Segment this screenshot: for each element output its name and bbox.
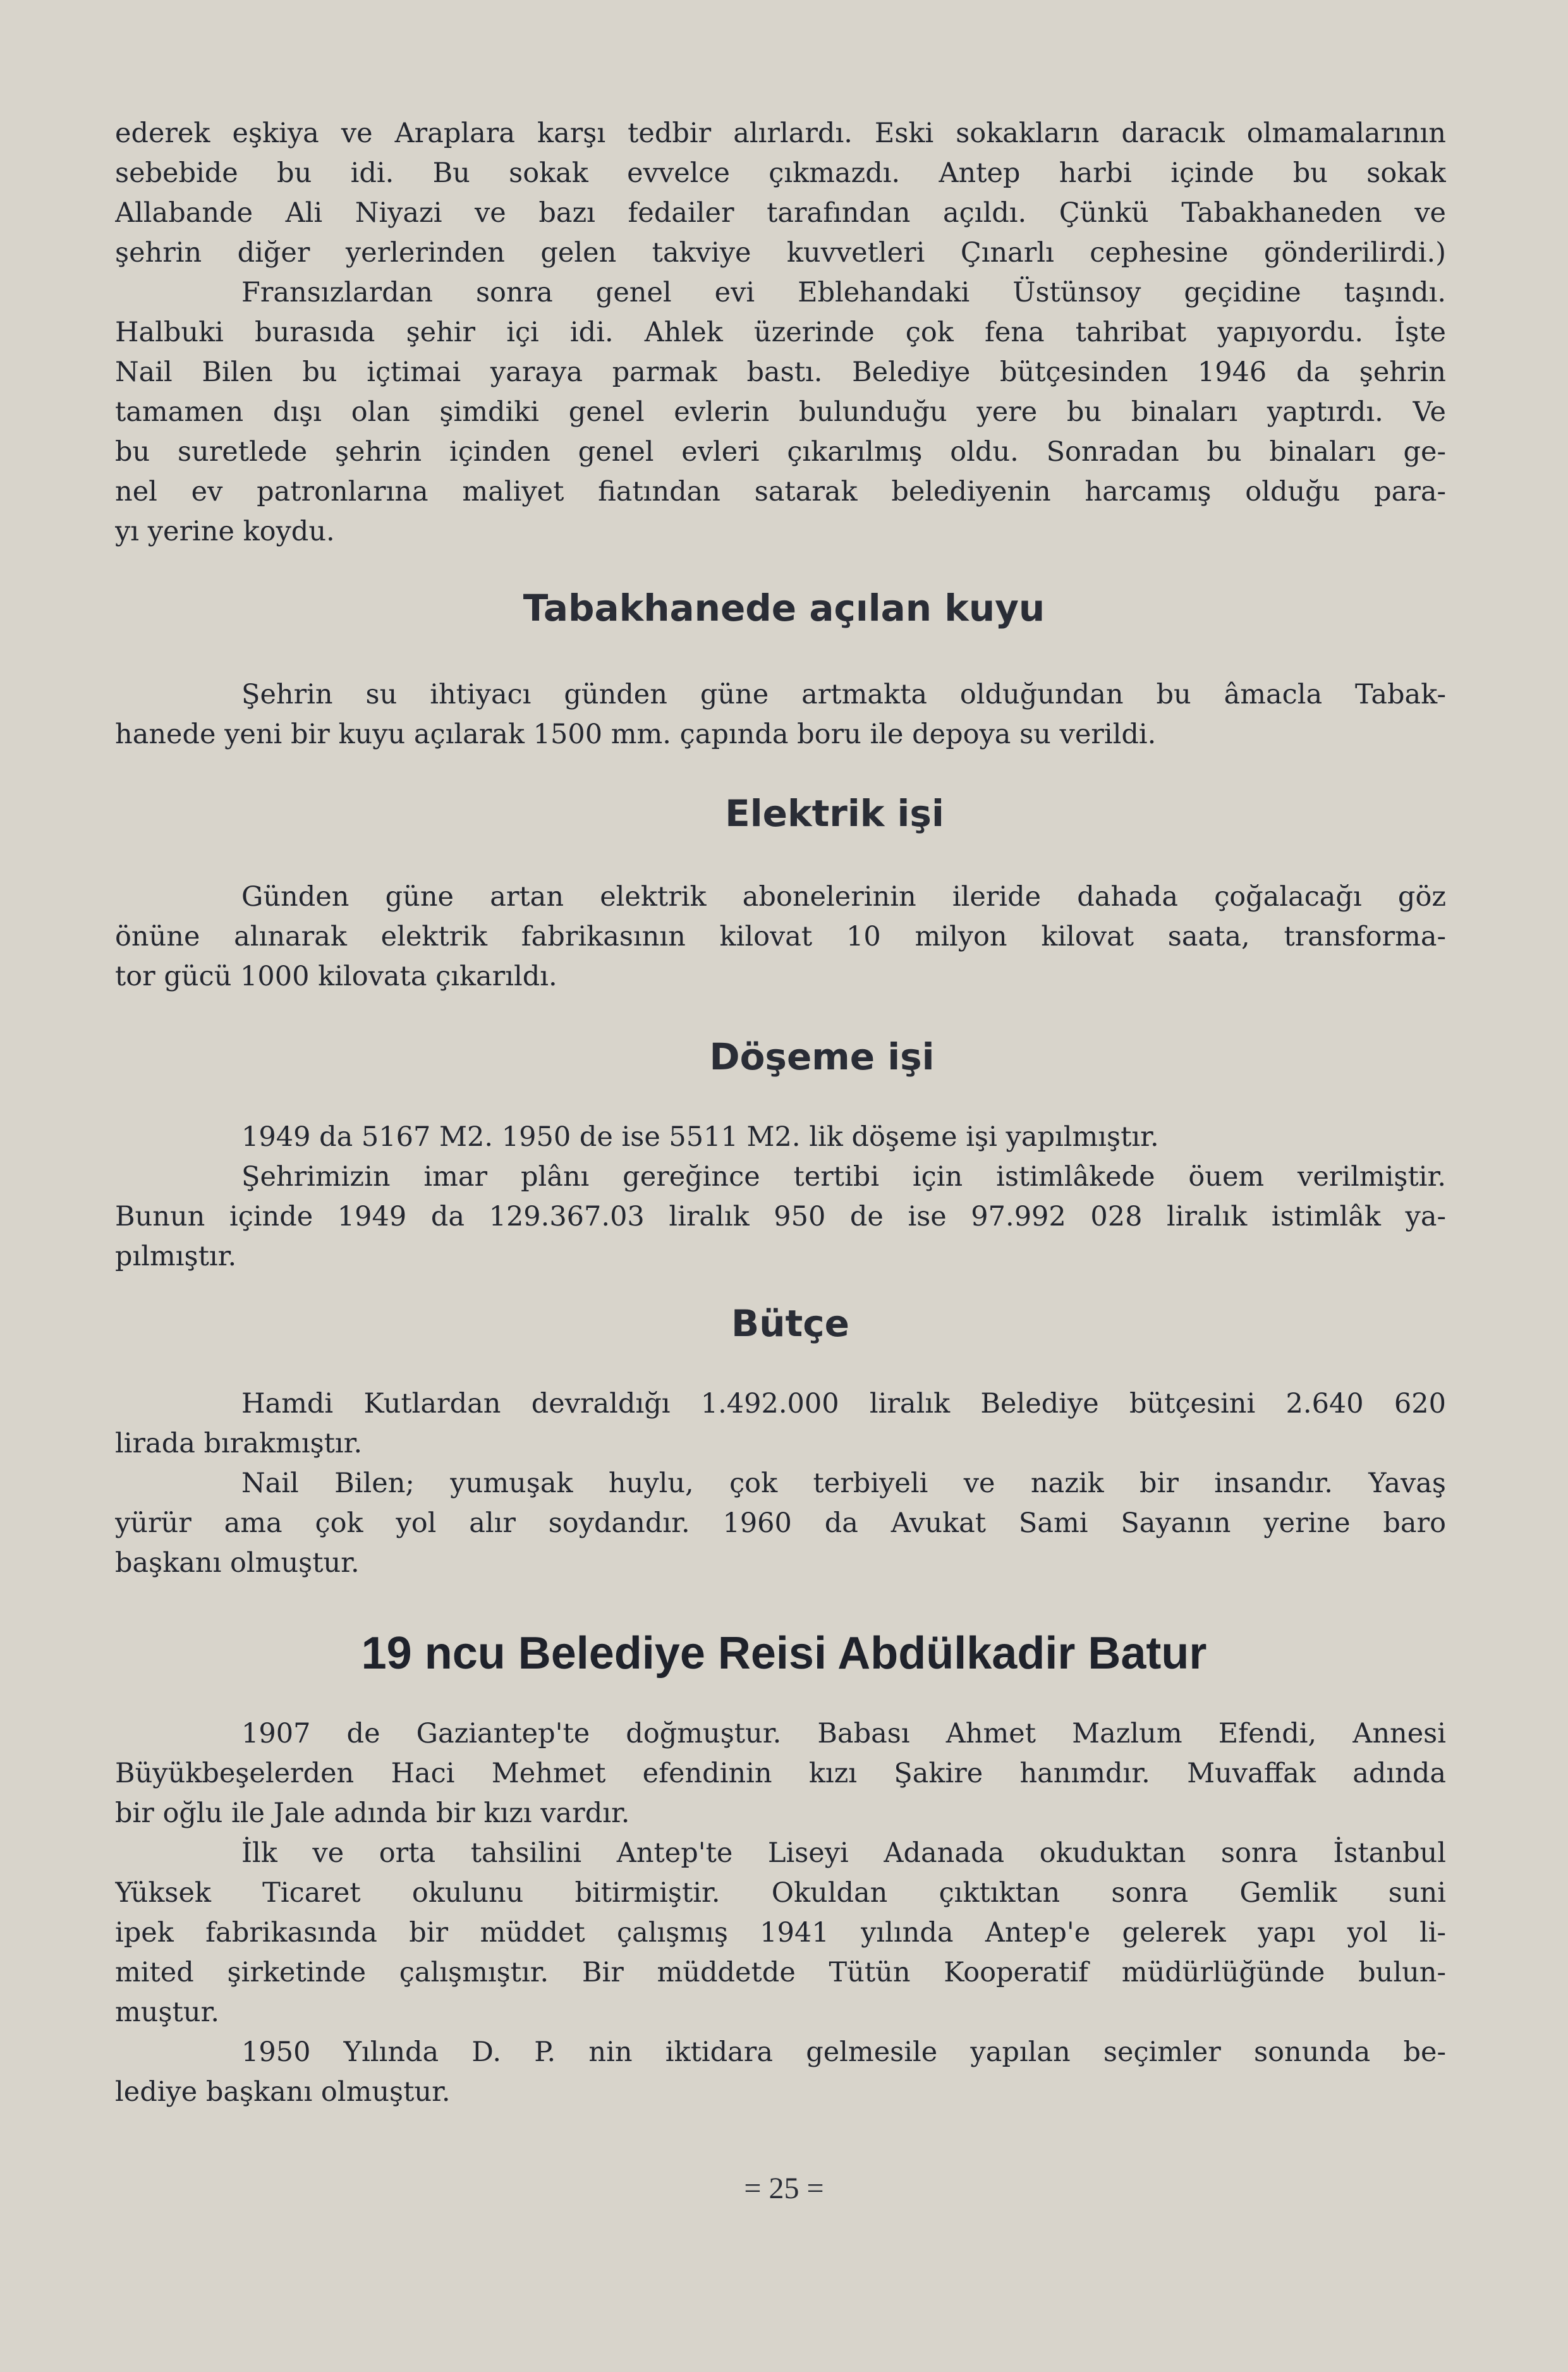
text-line: Yüksek Ticaret okulunu bitirmiştir. Okuldan çıktıktan sonra Gemlik suni (115, 1877, 1446, 1909)
text-line: muştur. (115, 1997, 220, 2028)
text-line: ipek fabrikasında bir müddet çalışmış 1941 yılında Antep'e gelerek yapı yol li- (115, 1917, 1446, 1949)
text-line: Nail Bilen; yumuşak huylu, çok terbiyeli ve nazik bir insandır. Yavaş (241, 1468, 1446, 1499)
text-line: hanede yeni bir kuyu açılarak 1500 mm. çapında boru ile depoya su verildi. (115, 719, 1157, 750)
text-line: Hamdi Kutlardan devraldığı 1.492.000 liralık Belediye bütçesini 2.640 620 (241, 1388, 1446, 1420)
heading-abdulkadir-batur: 19 ncu Belediye Reisi Abdülkadir Batur (361, 1628, 1207, 1679)
text-line: lirada bırakmıştır. (115, 1428, 363, 1459)
text-line: nel ev patronlarına maliyet fiatından satarak belediyenin harcamış olduğu para- (115, 476, 1446, 508)
text-line: 1950 Yılında D. P. nin iktidara gelmesile yapılan seçimler sonunda be- (241, 2036, 1446, 2068)
text-line: Nail Bilen bu içtimai yaraya parmak bastı. Belediye bütçesinden 1946 da şehrin (115, 356, 1446, 388)
text-line: Günden güne artan elektrik abonelerinin ileride dahada çoğalacağı göz (241, 881, 1446, 913)
page-number: = 25 = (744, 2172, 824, 2205)
text-line: ederek eşkiya ve Araplara karşı tedbir alırlardı. Eski sokakların daracık olmamalarının (115, 118, 1446, 149)
heading-kuyu: Tabakhanede açılan kuyu (523, 587, 1045, 629)
text-line: sebebide bu idi. Bu sokak evvelce çıkmazdı. Antep harbi içinde bu sokak (115, 157, 1446, 189)
text-line: Halbuki burasıda şehir içi idi. Ahlek üzerinde çok fena tahribat yapıyordu. İşte (115, 317, 1446, 348)
heading-butce: Bütçe (731, 1302, 849, 1345)
paragraph-kuyu (115, 675, 1446, 755)
paragraph-elektrik (115, 877, 1446, 997)
text-line: Şehrin su ihtiyacı günden güne artmakta olduğundan bu âmacla Tabak- (241, 679, 1446, 710)
paragraph-doseme (115, 1117, 1446, 1277)
text-line: önüne alınarak elektrik fabrikasının kilovat 10 milyon kilovat saata, transforma- (115, 921, 1446, 952)
text-line: şehrin diğer yerlerinden gelen takviye kuvvetleri Çınarlı cephesine gönderilirdi.) (115, 237, 1446, 269)
text-line: Büyükbeşelerden Haci Mehmet efendinin kızı Şakire hanımdır. Muvaffak adında (115, 1758, 1446, 1789)
text-line: pılmıştır. (115, 1241, 237, 1272)
text-line: başkanı olmuştur. (115, 1547, 360, 1579)
text-line: yı yerine koydu. (115, 516, 335, 547)
text-line: Şehrimizin imar plânı gereğince tertibi için istimlâkede öuem verilmiştir. (241, 1161, 1446, 1193)
text-line: 1907 de Gaziantep'te doğmuştur. Babası Ahmet Mazlum Efendi, Annesi (241, 1718, 1446, 1749)
text-line: bir oğlu ile Jale adında bir kızı vardır. (115, 1797, 630, 1829)
text-line: Allabande Ali Niyazi ve bazı fedailer tarafından açıldı. Çünkü Tabakhaneden ve (115, 197, 1446, 229)
heading-elektrik: Elektrik işi (725, 792, 944, 835)
text-line: bu suretlede şehrin içinden genel evleri çıkarılmış oldu. Sonradan bu binaları ge- (115, 436, 1446, 468)
text-line: lediye başkanı olmuştur. (115, 2076, 451, 2108)
text-line: Fransızlardan sonra genel evi Eblehandaki Üstünsoy geçidine taşındı. (241, 277, 1446, 308)
paragraph-batur (115, 1714, 1446, 2112)
paragraph-genel-ev (115, 114, 1446, 552)
text-line: 1949 da 5167 M2. 1950 de ise 5511 M2. lik döşeme işi yapılmıştır. (241, 1121, 1159, 1153)
paragraph-butce (115, 1384, 1446, 1583)
text-line: tor gücü 1000 kilovata çıkarıldı. (115, 961, 557, 992)
text-line: yürür ama çok yol alır soydandır. 1960 da Avukat Sami Sayanın yerine baro (115, 1507, 1446, 1539)
text-line: İlk ve orta tahsilini Antep'te Liseyi Adanada okuduktan sonra İstanbul (241, 1837, 1446, 1869)
heading-doseme: Döşeme işi (709, 1035, 935, 1078)
text-line: Bunun içinde 1949 da 129.367.03 liralık 950 de ise 97.992 028 liralık istimlâk ya- (115, 1201, 1446, 1232)
text-line: tamamen dışı olan şimdiki genel evlerin bulunduğu yere bu binaları yaptırdı. Ve (115, 396, 1446, 428)
text-line: mited şirketinde çalışmıştır. Bir müddetde Tütün Kooperatif müdürlüğünde bulun- (115, 1957, 1446, 1988)
